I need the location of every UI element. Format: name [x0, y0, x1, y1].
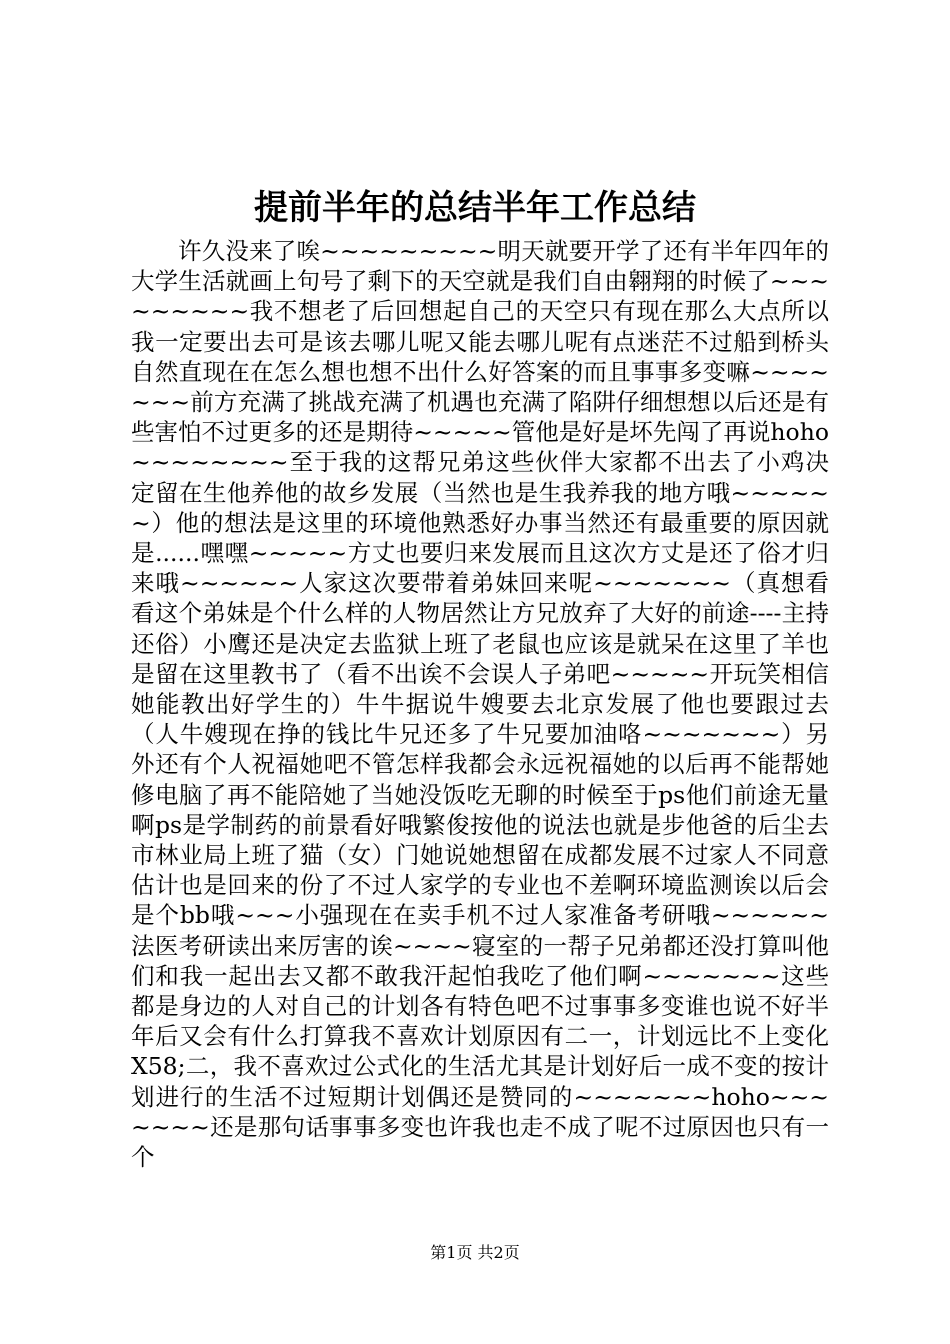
document-title: 提前半年的总结半年工作总结 [254, 188, 696, 228]
document-body-paragraph: 许久没来了唉~~~~~~~~~明天就要开学了还有半年四年的大学生活就画上句号了剩下的天空就是我们自由翱翔的时候了~~~~~~~~~我不想老了后回想起自己的天空只有现在那么大点所以我一定要出去可是该去哪儿呢又能去哪儿呢有点迷茫不过船到桥头自然直现在在怎么想也想不出什么好答案的而且事事多变嘛~~~~~~~前方充满了挑战充满了机遇也充满了陷阱仔细想想以后还是有些害怕不过更多的还是期待~~~~~管他是好是坏先闯了再说hoho~~~~~~~~至于我的这帮兄弟这些伙伴大家都不出去了小鸡决定留在生他养他的故乡发展（当然也是生我养我的地方哦~~~~~~）他的想法是这里的环境他熟悉好办事当然还有最重要的原因就是......嘿嘿~~~~~方丈也要归来发展而且这次方丈是还了俗才归来哦~~~~~~人家这次要带着弟妹回来呢~~~~~~~（真想看看这个弟妹是个什么样的人物居然让方兄放弃了大好的前途----主持还俗）小鹰还是决定去监狱上班了老鼠也应该是就呆在这里了羊也是留在这里教书了（看不出诶不会误人子弟吧~~~~~开玩笑相信她能教出好学生的）牛牛据说牛嫂要去北京发展了他也要跟过去（人牛嫂现在挣的钱比牛兄还多了牛兄要加油咯~~~~~~~）另外还有个人祝福她吧不管怎样我都会永远祝福她的以后再不能帮她修电脑了再不能陪她了当她没饭吃无聊的时候至于ps他们前途无量啊ps是学制药的前景看好哦繁俊按他的说法也就是步他爸的后尘去市林业局上班了猫（女）门她说她想留在成都发展不过家人不同意估计也是回来的份了不过人家学的专业也不差啊环境监测诶以后会是个bb哦~~~小强现在在卖手机不过人家准备考研哦~~~~~~法医考研读出来厉害的诶~~~~寝室的一帮子兄弟都还没打算叫他们和我一起出去又都不敢我汗起怕我吃了他们啊~~~~~~~这些都是身边的人对自己的计划各有特色吧不过事事多变谁也说不好半年后又会有什么打算我不喜欢计划原因有二一，计划远比不上变化X58;二，我不喜欢过公式化的生活尤其是计划好后一成不变的按计划进行的生活不过短期计划偶还是赞同的~~~~~~~hoho~~~~~~~还是那句话事事多变也许我也走不成了呢不过原因也只有一个 [131, 237, 829, 1172]
page-number-footer: 第1页 共2页 [430, 1243, 520, 1262]
